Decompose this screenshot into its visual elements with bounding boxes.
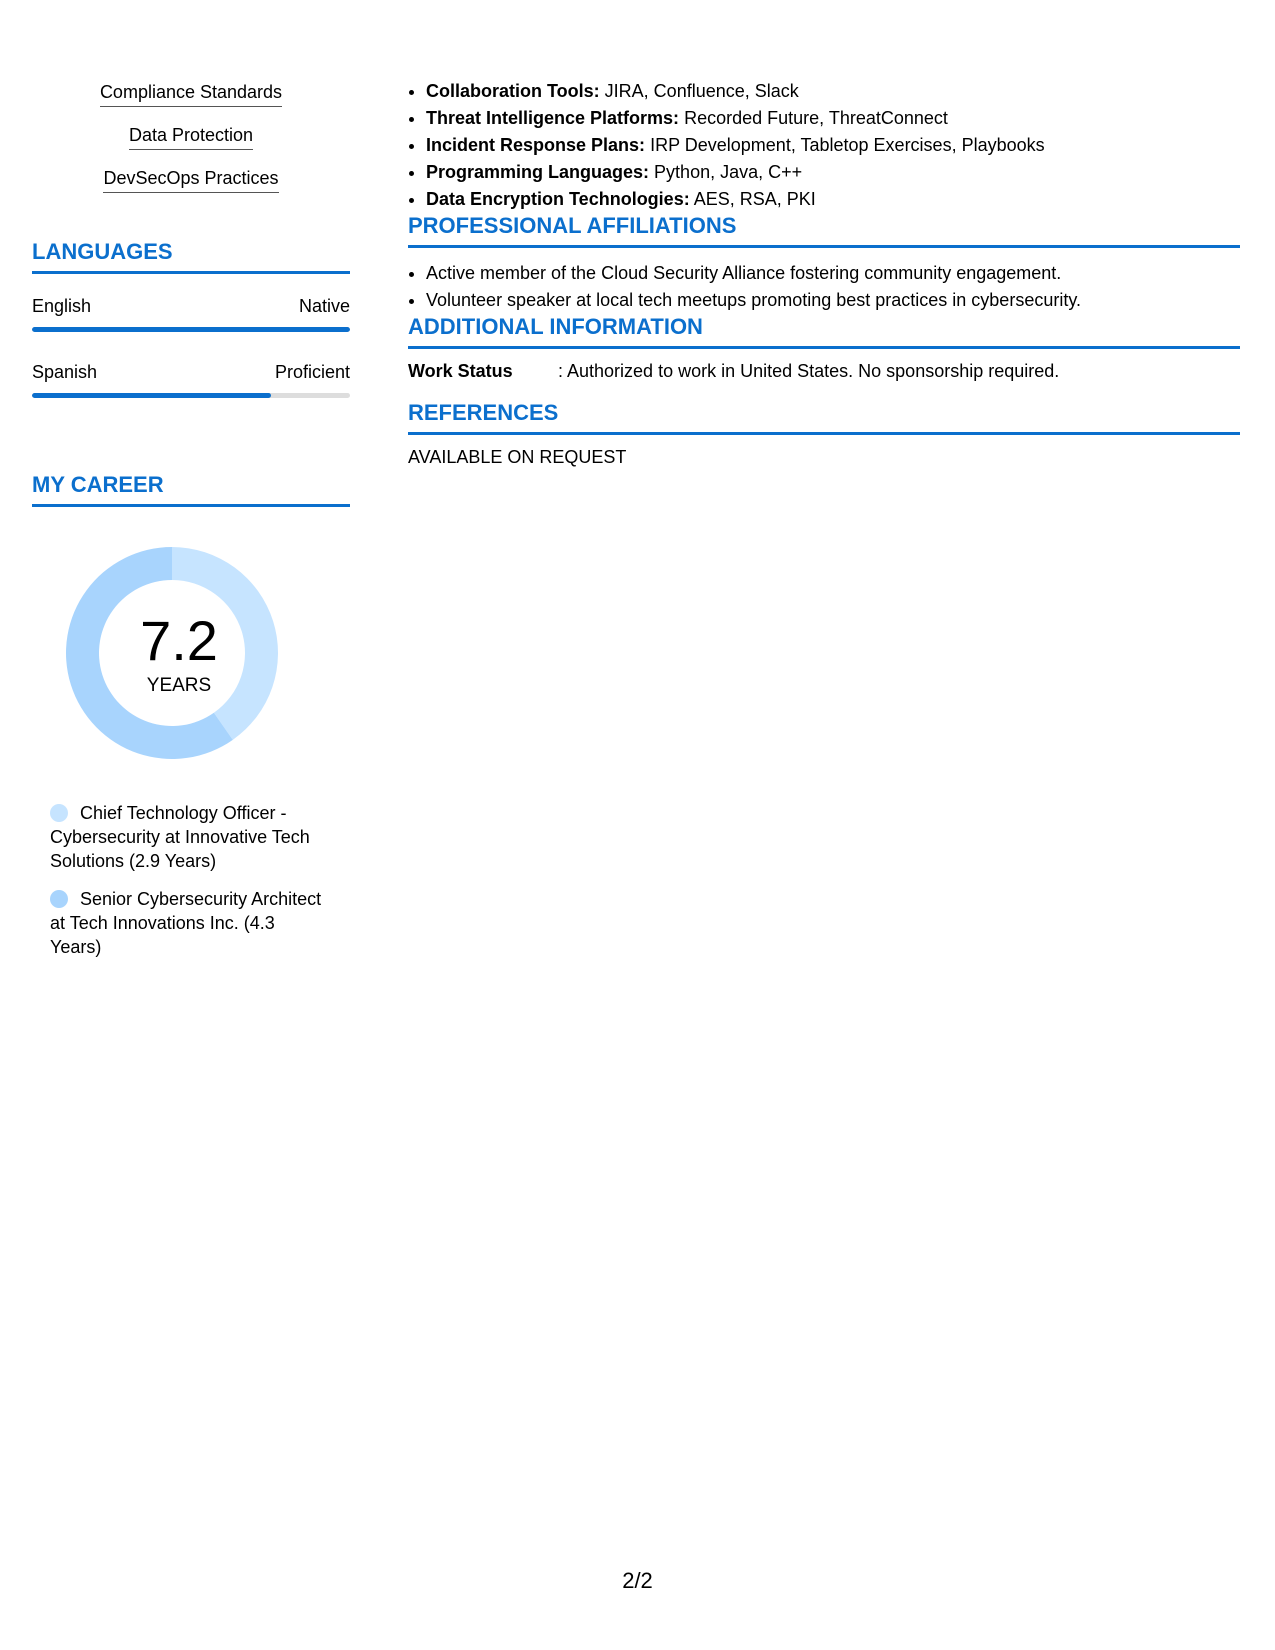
- legend-label: Chief Technology Officer - Cybersecurity at Innovative Tech Solutions (2.9 Years): [50, 803, 310, 871]
- career-total-unit: YEARS: [146, 675, 212, 696]
- skill-item: [426, 159, 1240, 186]
- page-number: 2/2: [622, 1568, 653, 1593]
- career-donut-chart: [32, 527, 350, 787]
- language-item: [32, 362, 350, 398]
- legend-dot-icon: [50, 804, 68, 822]
- affiliation-item: • Volunteer speaker at local tech meetups promoting best practices in cybersecurity.: [426, 287, 1240, 314]
- work-status-row: [408, 361, 1240, 382]
- career-total-years: 7.2: [140, 609, 218, 672]
- skill-label: Programming Languages:: [426, 162, 650, 182]
- references-text: AVAILABLE ON REQUEST: [408, 447, 627, 467]
- language-item: [32, 296, 350, 332]
- career-heading: MY CAREER: [32, 472, 350, 507]
- affiliations-list: [408, 260, 1240, 314]
- work-status-label: Work Status: [408, 361, 513, 381]
- main-content: [408, 78, 1240, 468]
- languages-list: [32, 296, 350, 398]
- language-name: English: [32, 296, 92, 316]
- skill-item: [426, 105, 1240, 132]
- skill-tags: [32, 82, 350, 211]
- additional-info-heading: ADDITIONAL INFORMATION: [408, 314, 1240, 349]
- career-total: [32, 609, 326, 697]
- skill-item: [426, 186, 1240, 213]
- skills-list: [408, 78, 1240, 213]
- legend-label: Senior Cybersecurity Architect at Tech Innovations Inc. (4.3 Years): [50, 889, 322, 957]
- skill-item: [426, 132, 1240, 159]
- affiliations-heading: PROFESSIONAL AFFILIATIONS: [408, 213, 1240, 248]
- language-level: Proficient: [274, 362, 350, 382]
- skill-label: Incident Response Plans:: [426, 135, 646, 155]
- sidebar: [32, 82, 350, 973]
- legend-item: [50, 801, 330, 873]
- skill-tag: Compliance Standards: [100, 82, 282, 107]
- language-level: Native: [298, 296, 350, 316]
- legend-dot-icon: [50, 890, 68, 908]
- language-bar: [32, 327, 350, 332]
- language-bar: [32, 393, 350, 398]
- language-bar-fill: [32, 393, 271, 398]
- skill-value: Recorded Future, ThreatConnect: [684, 108, 948, 128]
- language-name: Spanish: [32, 362, 98, 382]
- career-legend: [32, 801, 350, 959]
- skill-tag: DevSecOps Practices: [103, 168, 278, 193]
- languages-heading: LANGUAGES: [32, 239, 350, 274]
- skill-label: Data Encryption Technologies:: [426, 189, 690, 209]
- legend-item: [50, 887, 330, 959]
- work-status-value: : Authorized to work in United States. No sponsorship required.: [558, 361, 1060, 381]
- skill-value: JIRA, Confluence, Slack: [604, 81, 799, 101]
- language-bar-fill: [32, 327, 350, 332]
- skill-value: IRP Development, Tabletop Exercises, Playbooks: [650, 135, 1045, 155]
- skill-label: Threat Intelligence Platforms:: [426, 108, 680, 128]
- references-heading: REFERENCES: [408, 400, 1240, 435]
- skill-value: AES, RSA, PKI: [693, 189, 816, 209]
- skill-label: Collaboration Tools:: [426, 81, 600, 101]
- skill-tag: Data Protection: [129, 125, 253, 150]
- affiliation-item: • Active member of the Cloud Security Alliance fostering community engagement.: [426, 260, 1240, 287]
- skill-item: [426, 78, 1240, 105]
- skill-value: Python, Java, C++: [654, 162, 803, 182]
